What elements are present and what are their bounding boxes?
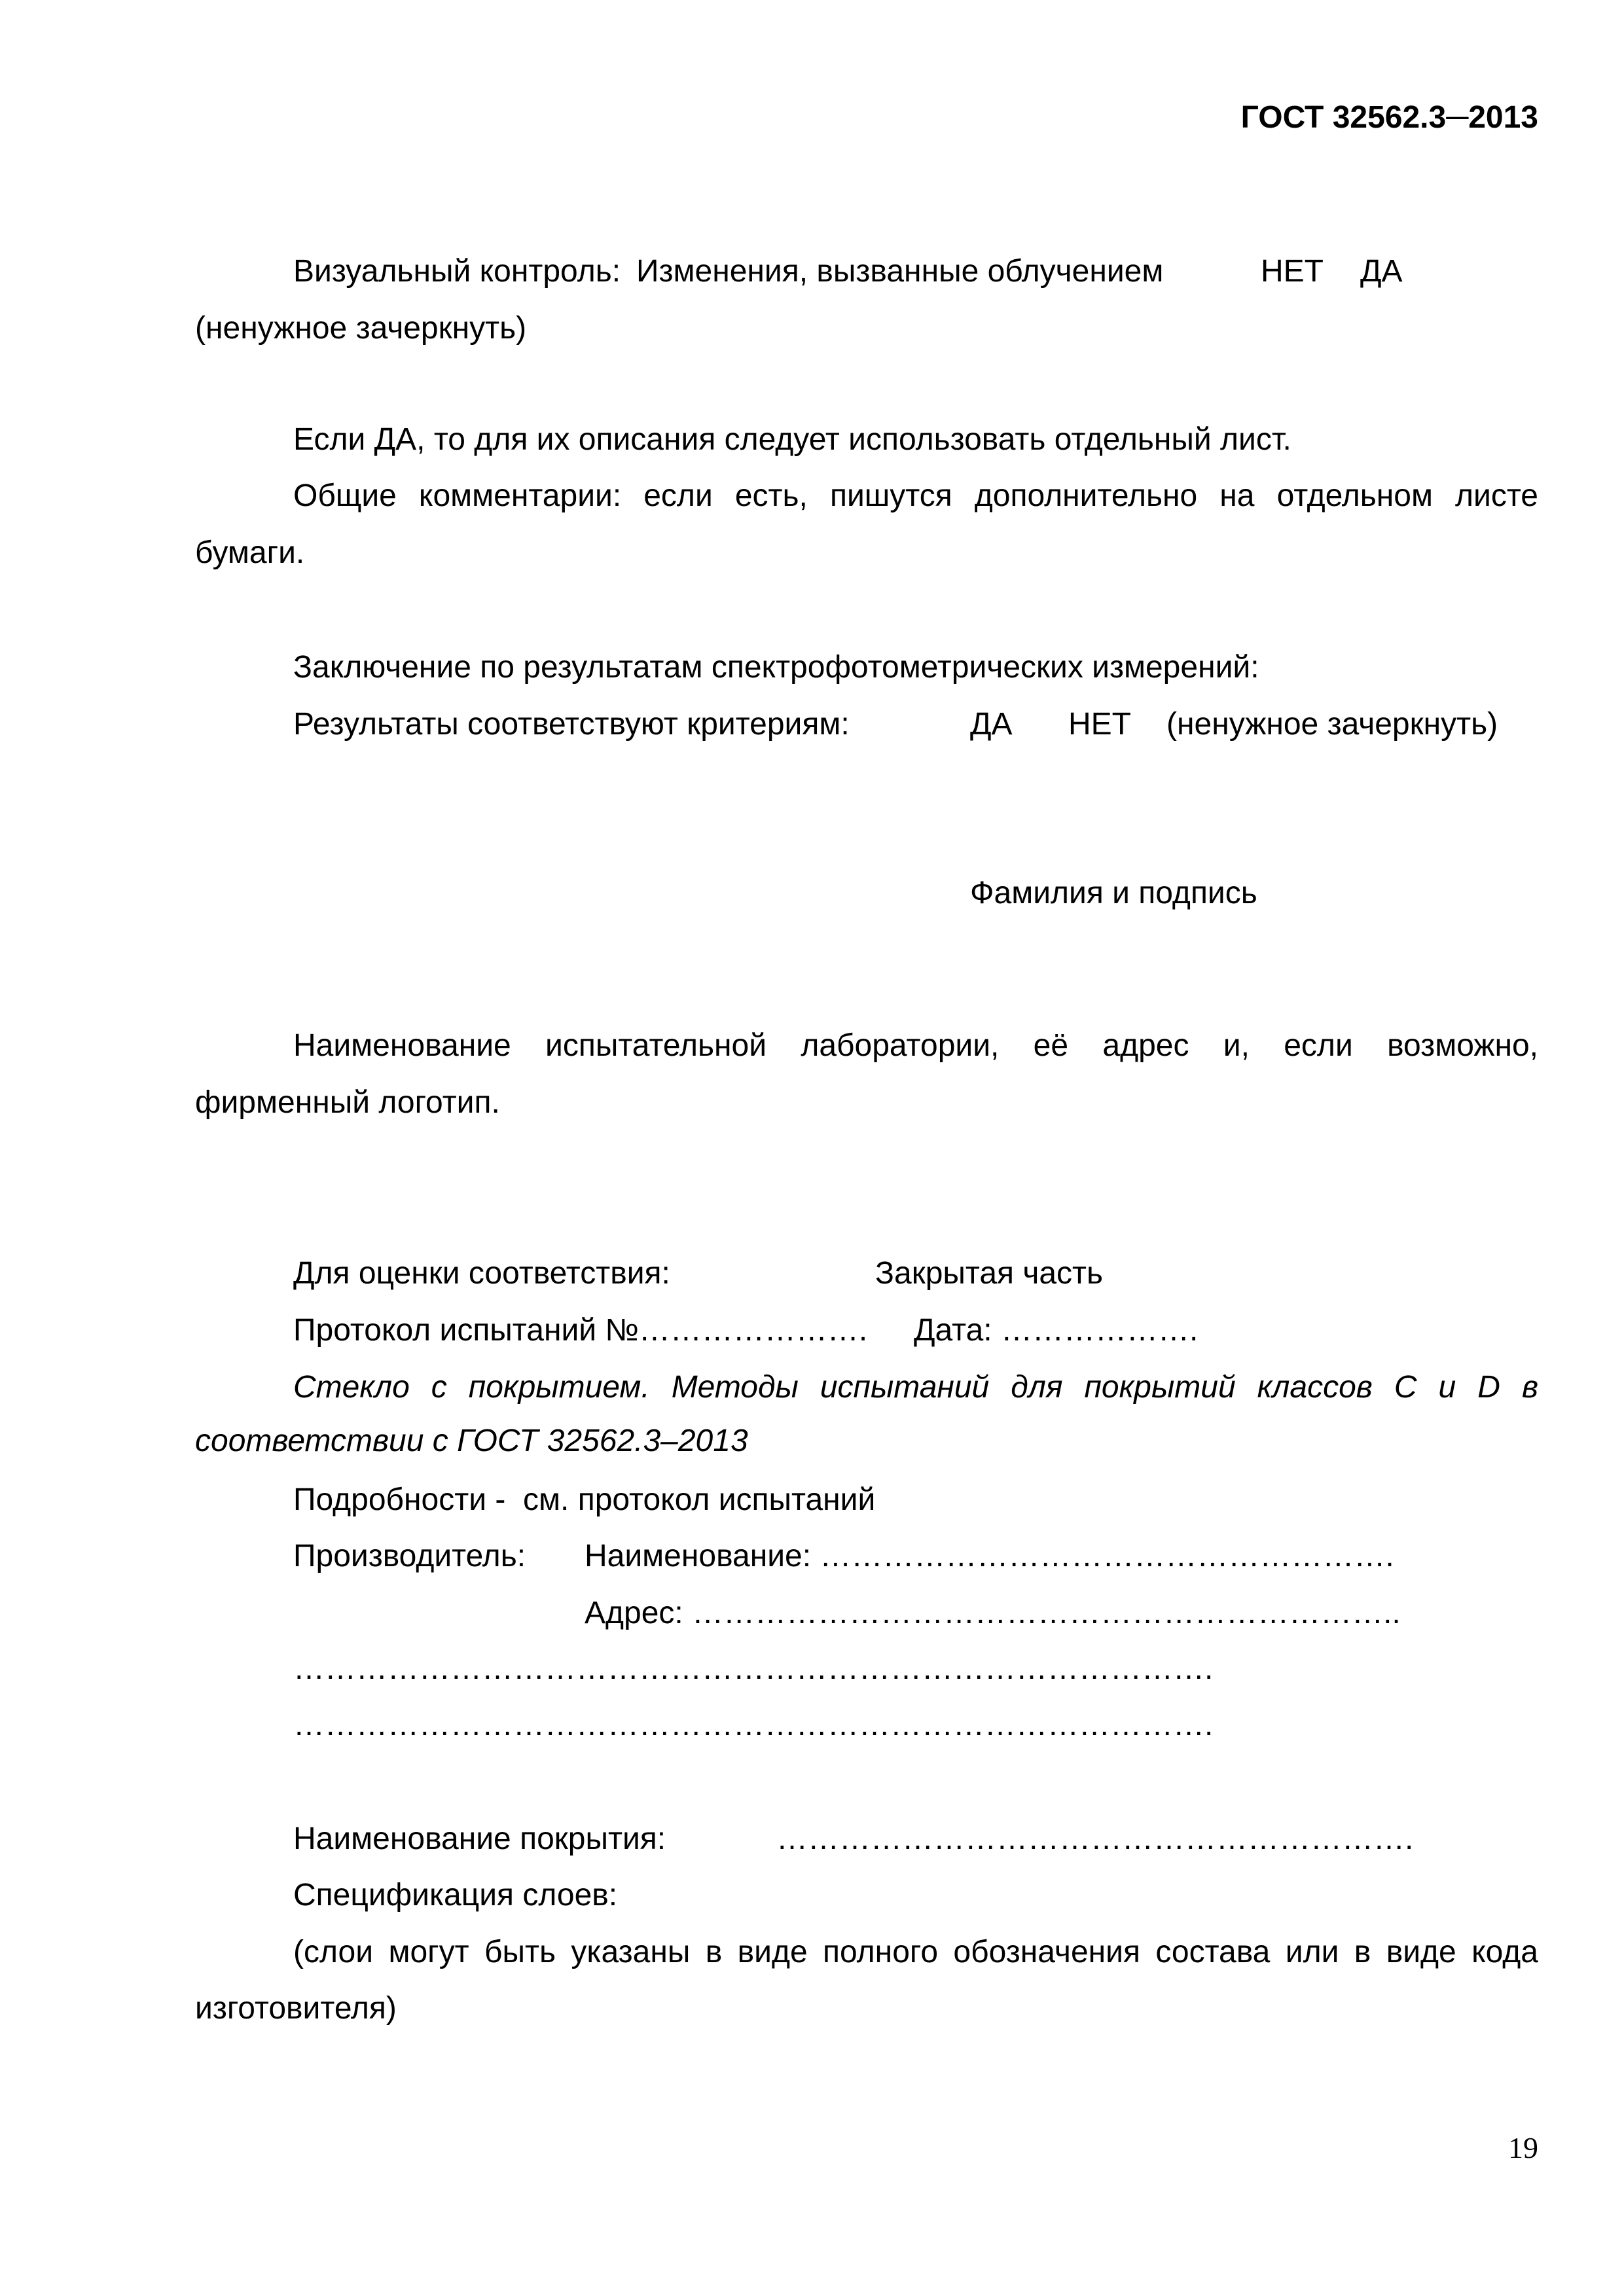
address-continuation-line1: ……………………………………………………………………………. xyxy=(293,1651,1214,1686)
results-label: Результаты соответствуют критериям: xyxy=(293,707,850,742)
assessment-label: Для оценки соответствия: xyxy=(293,1256,670,1291)
address-continuation-line2: ……………………………………………………………………………. xyxy=(293,1708,1214,1742)
manufacturer-address-field: Адрес: ………………………………………………………….. xyxy=(585,1596,1401,1630)
signature-label: Фамилия и подпись xyxy=(970,876,1257,910)
layers-note-line1: (слои могут быть указаны в виде полного обозначения состава или в виде кода xyxy=(293,1935,1538,1969)
results-strike-note: (ненужное зачеркнуть) xyxy=(1166,707,1498,742)
general-comments-line1: Общие комментарии: если есть, пишутся дополнительно на отдельном листе xyxy=(293,478,1538,513)
coating-name-field: ……………………………………………………. xyxy=(776,1821,1414,1856)
protocol-date-field: Дата: ………………. xyxy=(914,1313,1199,1348)
if-yes-text: Если ДА, то для их описания следует использовать отдельный лист. xyxy=(293,422,1291,457)
closed-part-label: Закрытая часть xyxy=(875,1256,1104,1291)
details-text: Подробности - см. протокол испытаний xyxy=(293,1482,876,1517)
conclusion-title: Заключение по результатам спектрофотометрических измерений: xyxy=(293,650,1259,685)
coating-name-label: Наименование покрытия: xyxy=(293,1821,666,1856)
general-comments-line2: бумаги. xyxy=(195,535,305,570)
layers-spec-label: Спецификация слоев: xyxy=(293,1878,618,1912)
results-yes-option: ДА xyxy=(970,707,1013,742)
lab-name-line2: фирменный логотип. xyxy=(195,1085,500,1120)
manufacturer-name-field: Наименование: ………………………………………………. xyxy=(585,1539,1394,1573)
visual-control-label: Визуальный контроль: xyxy=(293,254,621,289)
document-title-line2: соответствии с ГОСТ 32562.3–2013 xyxy=(195,1424,748,1458)
visual-strike-note: (ненужное зачеркнуть) xyxy=(195,311,527,346)
lab-name-line1: Наименование испытательной лаборатории, её адрес и, если возможно, xyxy=(293,1028,1538,1063)
page-number: 19 xyxy=(1508,2131,1538,2164)
manufacturer-label: Производитель: xyxy=(293,1539,526,1573)
document-title-line1: Стекло с покрытием. Методы испытаний для покрытий классов С и D в xyxy=(293,1370,1538,1405)
standard-header: ГОСТ 32562.3─2013 xyxy=(1240,100,1538,135)
visual-yes-option: ДА xyxy=(1360,254,1403,289)
protocol-number-field: Протокол испытаний №…………………. xyxy=(293,1313,868,1348)
irradiation-changes-text: Изменения, вызванные облучением xyxy=(636,254,1164,289)
results-no-option: НЕТ xyxy=(1068,707,1131,742)
layers-note-line2: изготовителя) xyxy=(195,1991,397,2026)
visual-no-option: НЕТ xyxy=(1261,254,1324,289)
